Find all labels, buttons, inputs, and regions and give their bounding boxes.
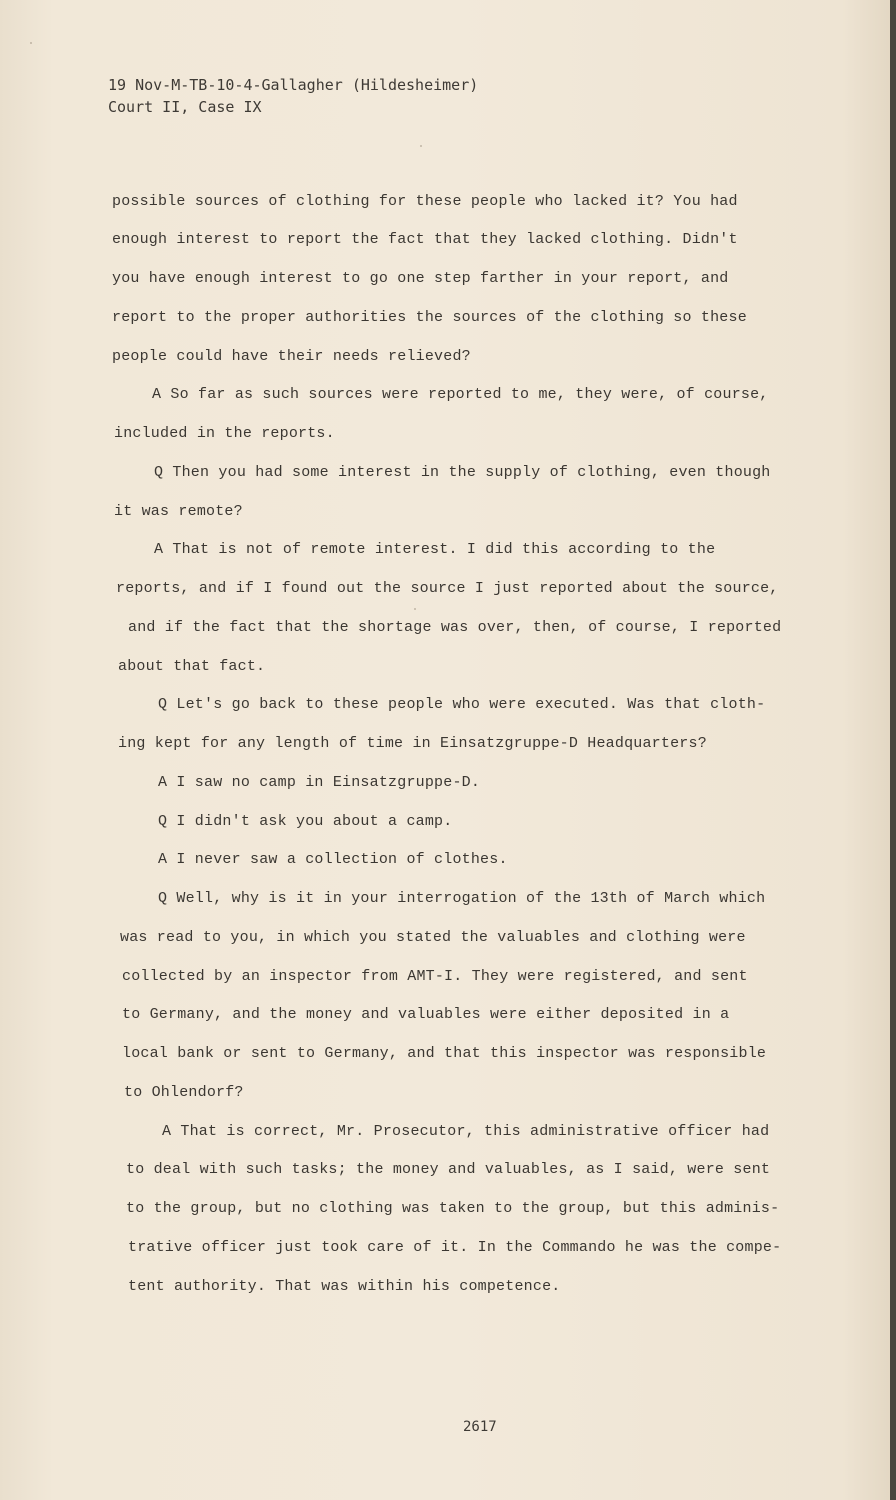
- transcript-line: Q Well, why is it in your interrogation of the 13th of March which: [158, 890, 766, 907]
- transcript-line: enough interest to report the fact that they lacked clothing. Didn't: [112, 231, 738, 248]
- paper-speck: [30, 42, 32, 44]
- header-case-reference: 19 Nov-M-TB-10-4-Gallagher (Hildesheimer): [108, 76, 479, 94]
- paper-speck: [414, 608, 416, 610]
- transcript-line: Q Let's go back to these people who were executed. Was that cloth-: [158, 696, 766, 713]
- transcript-line: you have enough interest to go one step farther in your report, and: [112, 270, 729, 287]
- transcript-line: trative officer just took care of it. In the Commando he was the compe-: [128, 1239, 782, 1256]
- transcript-line: possible sources of clothing for these people who lacked it? You had: [112, 193, 738, 210]
- transcript-line: to deal with such tasks; the money and valuables, as I said, were sent: [126, 1161, 771, 1178]
- transcript-line: was read to you, in which you stated the valuables and clothing were: [120, 929, 746, 946]
- transcript-line: report to the proper authorities the sources of the clothing so these: [112, 309, 747, 326]
- transcript-line: tent authority. That was within his competence.: [128, 1278, 561, 1295]
- transcript-line: A I never saw a collection of clothes.: [158, 851, 508, 868]
- transcript-line: ing kept for any length of time in Einsatzgruppe-D Headquarters?: [118, 735, 707, 752]
- transcript-line: A I saw no camp in Einsatzgruppe-D.: [158, 774, 481, 791]
- document-header: [108, 74, 478, 118]
- paper-speck: [420, 145, 422, 147]
- transcript-line: Q Then you had some interest in the supply of clothing, even though: [154, 464, 771, 481]
- transcript-line: people could have their needs relieved?: [112, 348, 471, 365]
- transcript-line: A That is correct, Mr. Prosecutor, this administrative officer had: [162, 1123, 770, 1140]
- transcript-line: to the group, but no clothing was taken to the group, but this adminis-: [126, 1200, 780, 1217]
- transcript-line: local bank or sent to Germany, and that this inspector was responsible: [122, 1045, 767, 1062]
- transcript-line: to Ohlendorf?: [124, 1084, 244, 1101]
- transcript-line: A That is not of remote interest. I did this according to the: [154, 541, 716, 558]
- transcript-line: about that fact.: [118, 658, 266, 675]
- transcript-line: included in the reports.: [114, 425, 335, 442]
- transcript-line: to Germany, and the money and valuables were either deposited in a: [122, 1006, 730, 1023]
- page-number: 2617: [463, 1419, 497, 1435]
- header-court: Court II, Case IX: [108, 98, 262, 116]
- transcript-line: and if the fact that the shortage was over, then, of course, I reported: [128, 619, 782, 636]
- transcript-line: A So far as such sources were reported to me, they were, of course,: [152, 386, 769, 403]
- transcript-line: reports, and if I found out the source I just reported about the source,: [116, 580, 779, 597]
- transcript-line: it was remote?: [114, 503, 243, 520]
- page-edge-shadow: [890, 0, 896, 1500]
- transcript-line: collected by an inspector from AMT-I. They were registered, and sent: [122, 968, 748, 985]
- transcript-line: Q I didn't ask you about a camp.: [158, 813, 453, 830]
